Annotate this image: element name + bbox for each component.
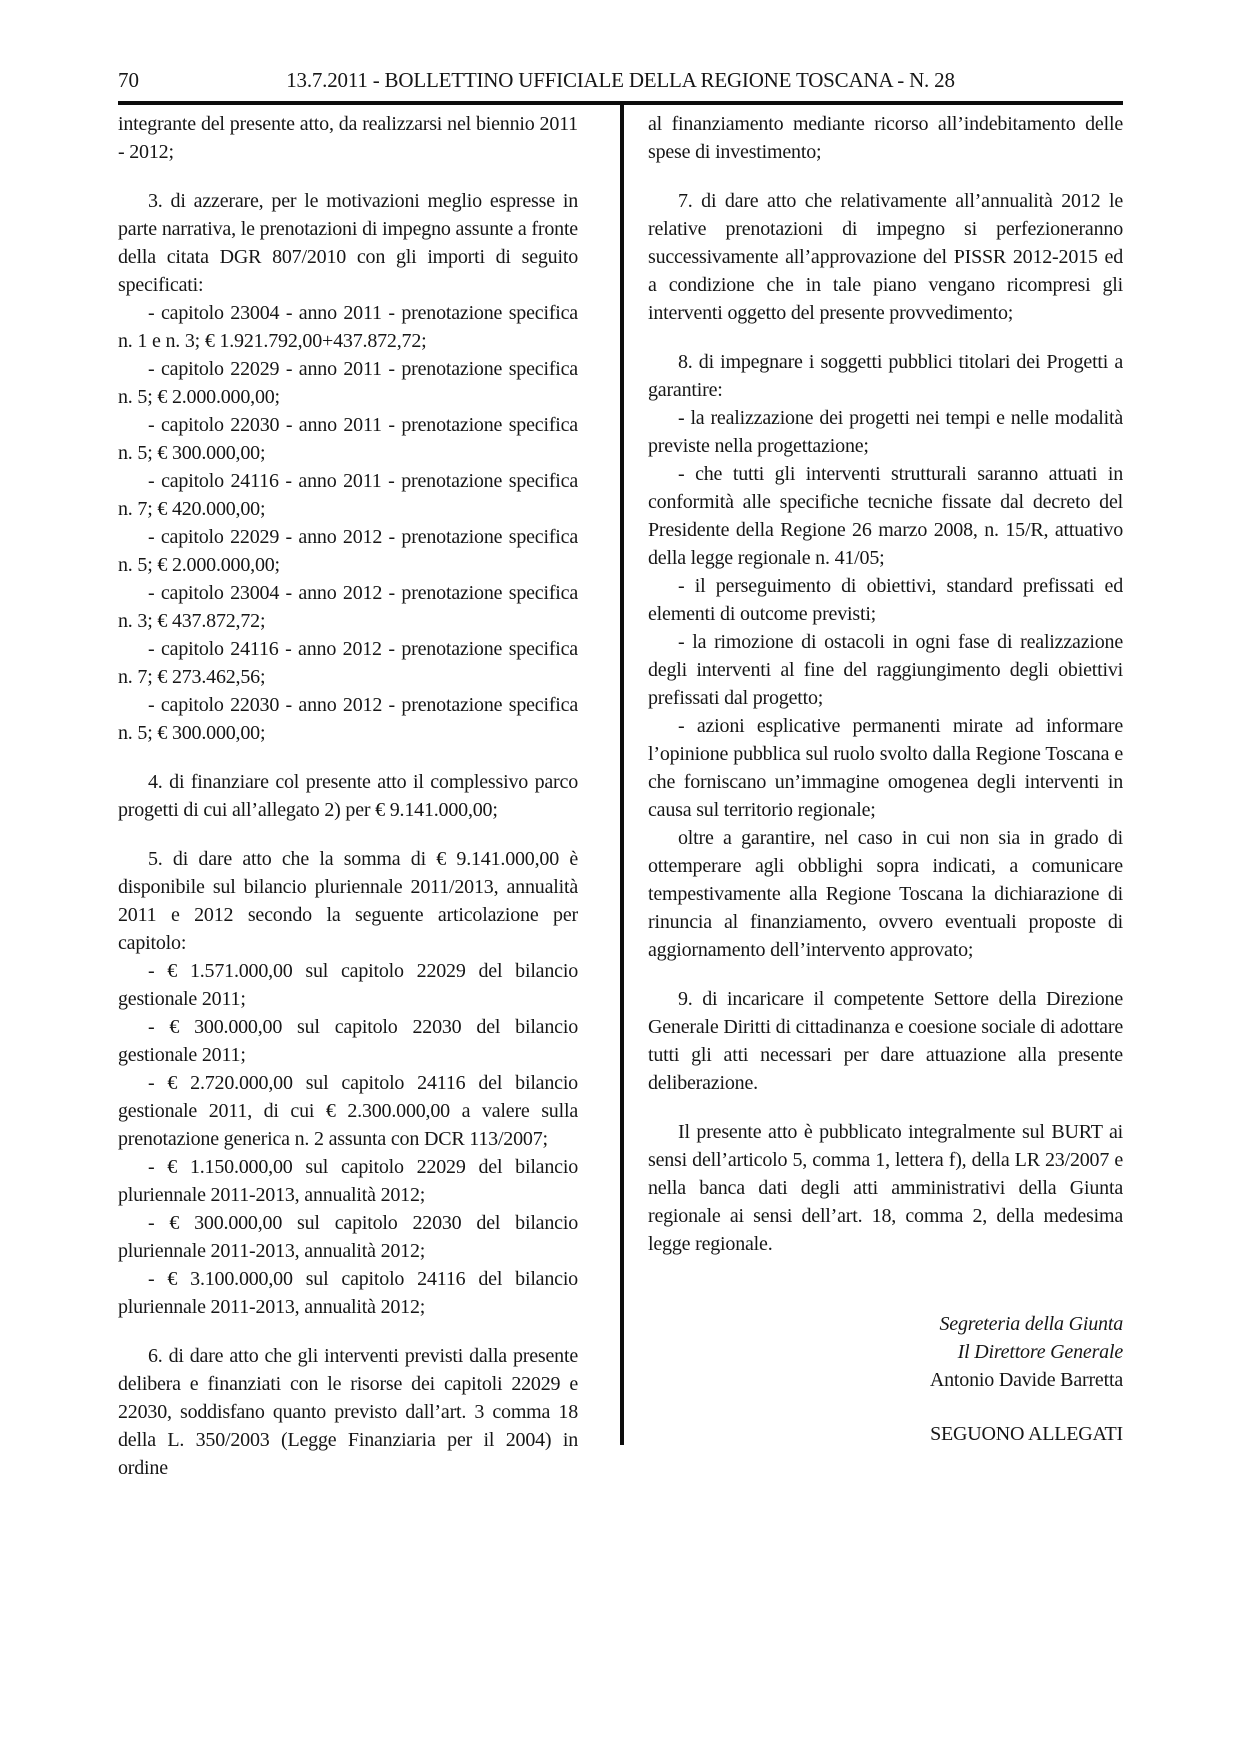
paragraph: - capitolo 23004 - anno 2011 - prenotazione specifica n. 1 e n. 3; € 1.921.792,00+437.872,72; [118, 302, 578, 352]
column-right [648, 110, 1123, 1448]
right-column-paragraphs [648, 110, 1123, 1258]
paragraph: - capitolo 24116 - anno 2011 - prenotazione specifica n. 7; € 420.000,00; [118, 470, 578, 520]
paragraph: - € 1.150.000,00 sul capitolo 22029 del bilancio pluriennale 2011-2013, annualità 2012; [118, 1156, 578, 1206]
paragraph: 9. di incaricare il competente Settore della Direzione Generale Diritti di cittadinanza e coesione sociale di adottare tutti gli atti necessari per dare attuazione alla presente deliberazione. [648, 988, 1123, 1094]
signature-name: Antonio Davide Barretta [929, 1369, 1123, 1391]
paragraph: - € 300.000,00 sul capitolo 22030 del bilancio pluriennale 2011-2013, annualità 2012; [118, 1212, 578, 1262]
signature-role: Il Direttore Generale [957, 1341, 1123, 1363]
signature-office: Segreteria della Giunta [939, 1313, 1123, 1335]
column-left [118, 110, 578, 1482]
paragraph: - € 3.100.000,00 sul capitolo 24116 del bilancio pluriennale 2011-2013, annualità 2012; [118, 1268, 578, 1318]
page-number: 70 [118, 68, 139, 92]
paragraph: oltre a garantire, nel caso in cui non sia in grado di ottemperare agli obblighi sopra indicati, a comunicare tempestivamente alla Regione Toscana la dichiarazione di rinuncia al finanziamento, ovvero eventuali proposte di aggiornamento dell’intervento approvato; [648, 827, 1123, 961]
paragraph: - € 300.000,00 sul capitolo 22030 del bilancio gestionale 2011; [118, 1016, 578, 1066]
paragraph: 5. di dare atto che la somma di € 9.141.000,00 è disponibile sul bilancio pluriennale 2011/2013, annualità 2011 e 2012 secondo la seguente articolazione per capitolo: [118, 848, 578, 954]
paragraph: Il presente atto è pubblicato integralmente sul BURT ai sensi dell’articolo 5, comma 1, lettera f), della LR 23/2007 e nella banca dati degli atti amministrativi della Giunta regionale ai sensi dell’art. 18, comma 2, della medesima legge regionale. [648, 1121, 1123, 1255]
paragraph: - la realizzazione dei progetti nei tempi e nelle modalità previste nella progettazione; [648, 407, 1123, 457]
paragraph: - capitolo 22030 - anno 2011 - prenotazione specifica n. 5; € 300.000,00; [118, 414, 578, 464]
paragraph: - capitolo 23004 - anno 2012 - prenotazione specifica n. 3; € 437.872,72; [118, 582, 578, 632]
paragraph: 7. di dare atto che relativamente all’annualità 2012 le relative prenotazioni di impegno si perfezioneranno successivamente all’approvazione del PISSR 2012-2015 ed a condizione che in tale piano vengano ricompresi gli interventi oggetto del presente provvedimento; [648, 190, 1123, 324]
paragraph: - capitolo 24116 - anno 2012 - prenotazione specifica n. 7; € 273.462,56; [118, 638, 578, 688]
paragraph: - la rimozione di ostacoli in ogni fase di realizzazione degli interventi al fine del raggiungimento degli obiettivi prefissati dal progetto; [648, 631, 1123, 709]
paragraph: 4. di finanziare col presente atto il complessivo parco progetti di cui all’allegato 2) per € 9.141.000,00; [118, 771, 578, 821]
paragraph: - capitolo 22029 - anno 2012 - prenotazione specifica n. 5; € 2.000.000,00; [118, 526, 578, 576]
signature-block [648, 1310, 1123, 1394]
paragraph: 6. di dare atto che gli interventi previsti dalla presente delibera e finanziati con le risorse dei capitoli 22029 e 22030, soddisfano quanto previsto dall’art. 3 comma 18 della L. 350/2003 (Legge Finanziaria per il 2004) in ordine [118, 1345, 578, 1479]
paragraph: - capitolo 22029 - anno 2011 - prenotazione specifica n. 5; € 2.000.000,00; [118, 358, 578, 408]
paragraph: - il perseguimento di obiettivi, standard prefissati ed elementi di outcome previsti; [648, 575, 1123, 625]
paragraph: 8. di impegnare i soggetti pubblici titolari dei Progetti a garantire: [648, 351, 1123, 401]
paragraph: - € 2.720.000,00 sul capitolo 24116 del bilancio gestionale 2011, di cui € 2.300.000,00 a valere sulla prenotazione generica n. 2 assunta con DCR 113/2007; [118, 1072, 578, 1150]
paragraph: al finanziamento mediante ricorso all’indebitamento delle spese di investimento; [648, 113, 1123, 163]
paragraph: integrante del presente atto, da realizzarsi nel biennio 2011 - 2012; [118, 113, 578, 163]
paragraph: - azioni esplicative permanenti mirate ad informare l’opinione pubblica sul ruolo svolto dalla Regione Toscana e che forniscano un’immagine omogenea degli interventi in causa sul territorio regionale; [648, 715, 1123, 821]
paragraph: 3. di azzerare, per le motivazioni meglio espresse in parte narrativa, le prenotazioni di impegno assunte a fronte della citata DGR 807/2010 con gli importi di seguito specificati: [118, 190, 578, 296]
header-title: 13.7.2011 - BOLLETTINO UFFICIALE DELLA REGIONE TOSCANA - N. 28 [286, 68, 955, 92]
attachments-note: SEGUONO ALLEGATI [930, 1423, 1123, 1445]
paragraph: - € 1.571.000,00 sul capitolo 22029 del bilancio gestionale 2011; [118, 960, 578, 1010]
paragraph: - che tutti gli interventi strutturali saranno attuati in conformità alle specifiche tecniche fissate dal decreto del Presidente della Regione 26 marzo 2008, n. 15/R, attuativo della legge regionale n. 41/05; [648, 463, 1123, 569]
paragraph: - capitolo 22030 - anno 2012 - prenotazione specifica n. 5; € 300.000,00; [118, 694, 578, 744]
column-divider [620, 105, 624, 1445]
